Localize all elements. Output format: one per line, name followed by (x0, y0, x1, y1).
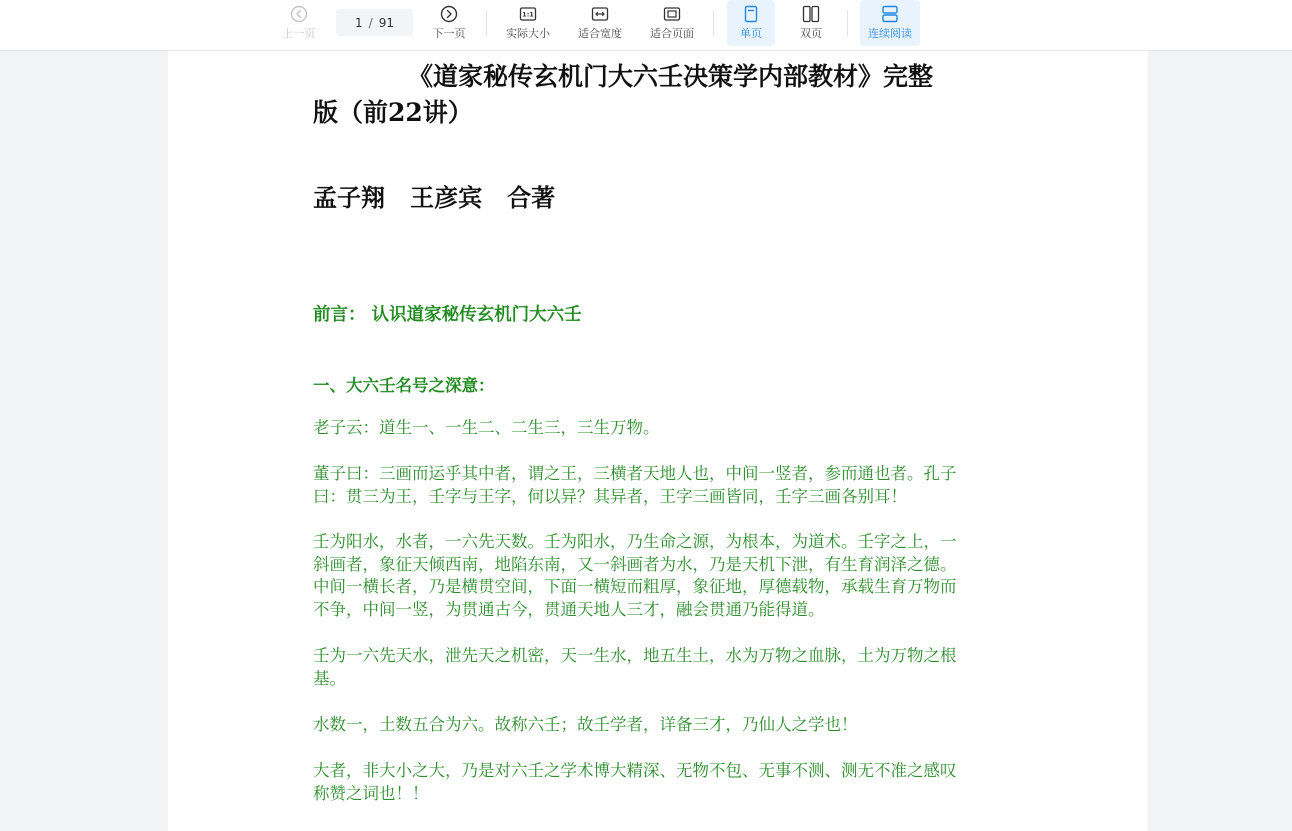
fit-page-icon (662, 4, 682, 24)
next-page-label: 下一页 (432, 27, 466, 40)
viewer-toolbar (0, 0, 1292, 51)
paragraph-line: 斜画者，象征天倾西南，地陷东南，又一斜画者为水，乃是天机下泄，有生育润泽之德。 (313, 554, 957, 574)
paragraph (313, 463, 1013, 508)
one-to-one-icon-text: 1:1 (522, 10, 534, 19)
toolbar-divider (713, 10, 714, 36)
paragraph (313, 760, 1013, 805)
single-page-icon (741, 4, 761, 24)
double-page-button[interactable] (788, 0, 834, 46)
double-page-label: 双页 (800, 27, 822, 40)
document-title (313, 59, 1013, 131)
chevron-right-circle-icon (439, 4, 459, 24)
total-pages: 91 (378, 15, 394, 30)
continuous-read-button[interactable] (860, 0, 920, 46)
actual-size-label: 实际大小 (506, 27, 550, 40)
document-title-line1: 《道家秘传玄机门大六壬决策学内部教材》完整 (408, 62, 934, 91)
prev-page-button[interactable] (276, 0, 322, 46)
current-page-number[interactable]: 1 (355, 15, 363, 30)
paragraph-line: 壬为一六先天水，泄先天之机密，天一生水，地五生土，水为万物之血脉，土为万物之根 (313, 646, 957, 665)
paragraph-line: 称赞之词也！！ (313, 783, 429, 803)
fit-width-icon (590, 4, 610, 24)
document-authors: 孟子翔 王彦宾 合著 (313, 183, 556, 212)
single-page-button[interactable] (727, 0, 775, 46)
double-page-icon (801, 4, 821, 24)
prev-page-label: 上一页 (282, 27, 316, 40)
paragraph-line: 董子曰：三画而运乎其中者，谓之王，三横者天地人也，中间一竖者，参而通也者。孔子 (313, 464, 957, 483)
single-page-label: 单页 (740, 27, 762, 40)
paragraph-line: 中间一横长者，乃是横贯空间，下面一横短而粗厚，象征地，厚德载物，承载生育万物而 (313, 577, 957, 596)
fit-page-button[interactable] (644, 0, 700, 46)
toolbar-divider (486, 10, 487, 36)
page-number-indicator[interactable] (336, 9, 413, 36)
paragraph-line: 基。 (313, 668, 346, 688)
next-page-button[interactable] (426, 0, 472, 46)
document-page (168, 51, 1148, 831)
fit-width-button[interactable] (572, 0, 628, 46)
section-heading: 一、大六壬名号之深意： (313, 376, 495, 395)
paragraph (313, 417, 1013, 440)
paragraph-line: 老子云：道生一、一生二、二生三，三生万物。 (313, 418, 660, 437)
page-separator: / (368, 15, 373, 30)
continuous-read-icon (880, 4, 900, 24)
paragraph-line: 壬为阳水，水者，一六先天数。壬为阳水，乃生命之源，为根本，为道术。壬字之上，一 (313, 532, 957, 551)
preface-heading: 前言： 认识道家秘传玄机门大六壬 (313, 305, 582, 325)
fit-page-label: 适合页面 (650, 27, 694, 40)
actual-size-button[interactable] (500, 0, 556, 46)
paragraph-line: 不争，中间一竖，为贯通古今，贯通天地人三才，融会贯通乃能得道。 (313, 599, 825, 619)
fit-width-label: 适合宽度 (578, 27, 622, 40)
paragraph-line: 大者，非大小之大，乃是对六壬之学术博大精深、无物不包、无事不测、测无不准之感叹 (313, 761, 957, 780)
paragraph (313, 531, 1013, 621)
continuous-read-label: 连续阅读 (868, 27, 912, 40)
chevron-left-circle-icon (289, 4, 309, 24)
paragraph-line: 曰：贯三为王，壬字与王字，何以异？其异者，王字三画皆同，壬字三画各别耳！ (313, 486, 907, 506)
one-to-one-icon (518, 4, 538, 24)
paragraph (313, 714, 1013, 737)
paragraph-line: 水数一，土数五合为六。故称六壬；故壬学者，详备三才，乃仙人之学也！ (313, 715, 858, 734)
document-title-line2: 版（前22讲） (313, 98, 473, 127)
paragraph (313, 645, 1013, 690)
toolbar-divider (847, 10, 848, 36)
